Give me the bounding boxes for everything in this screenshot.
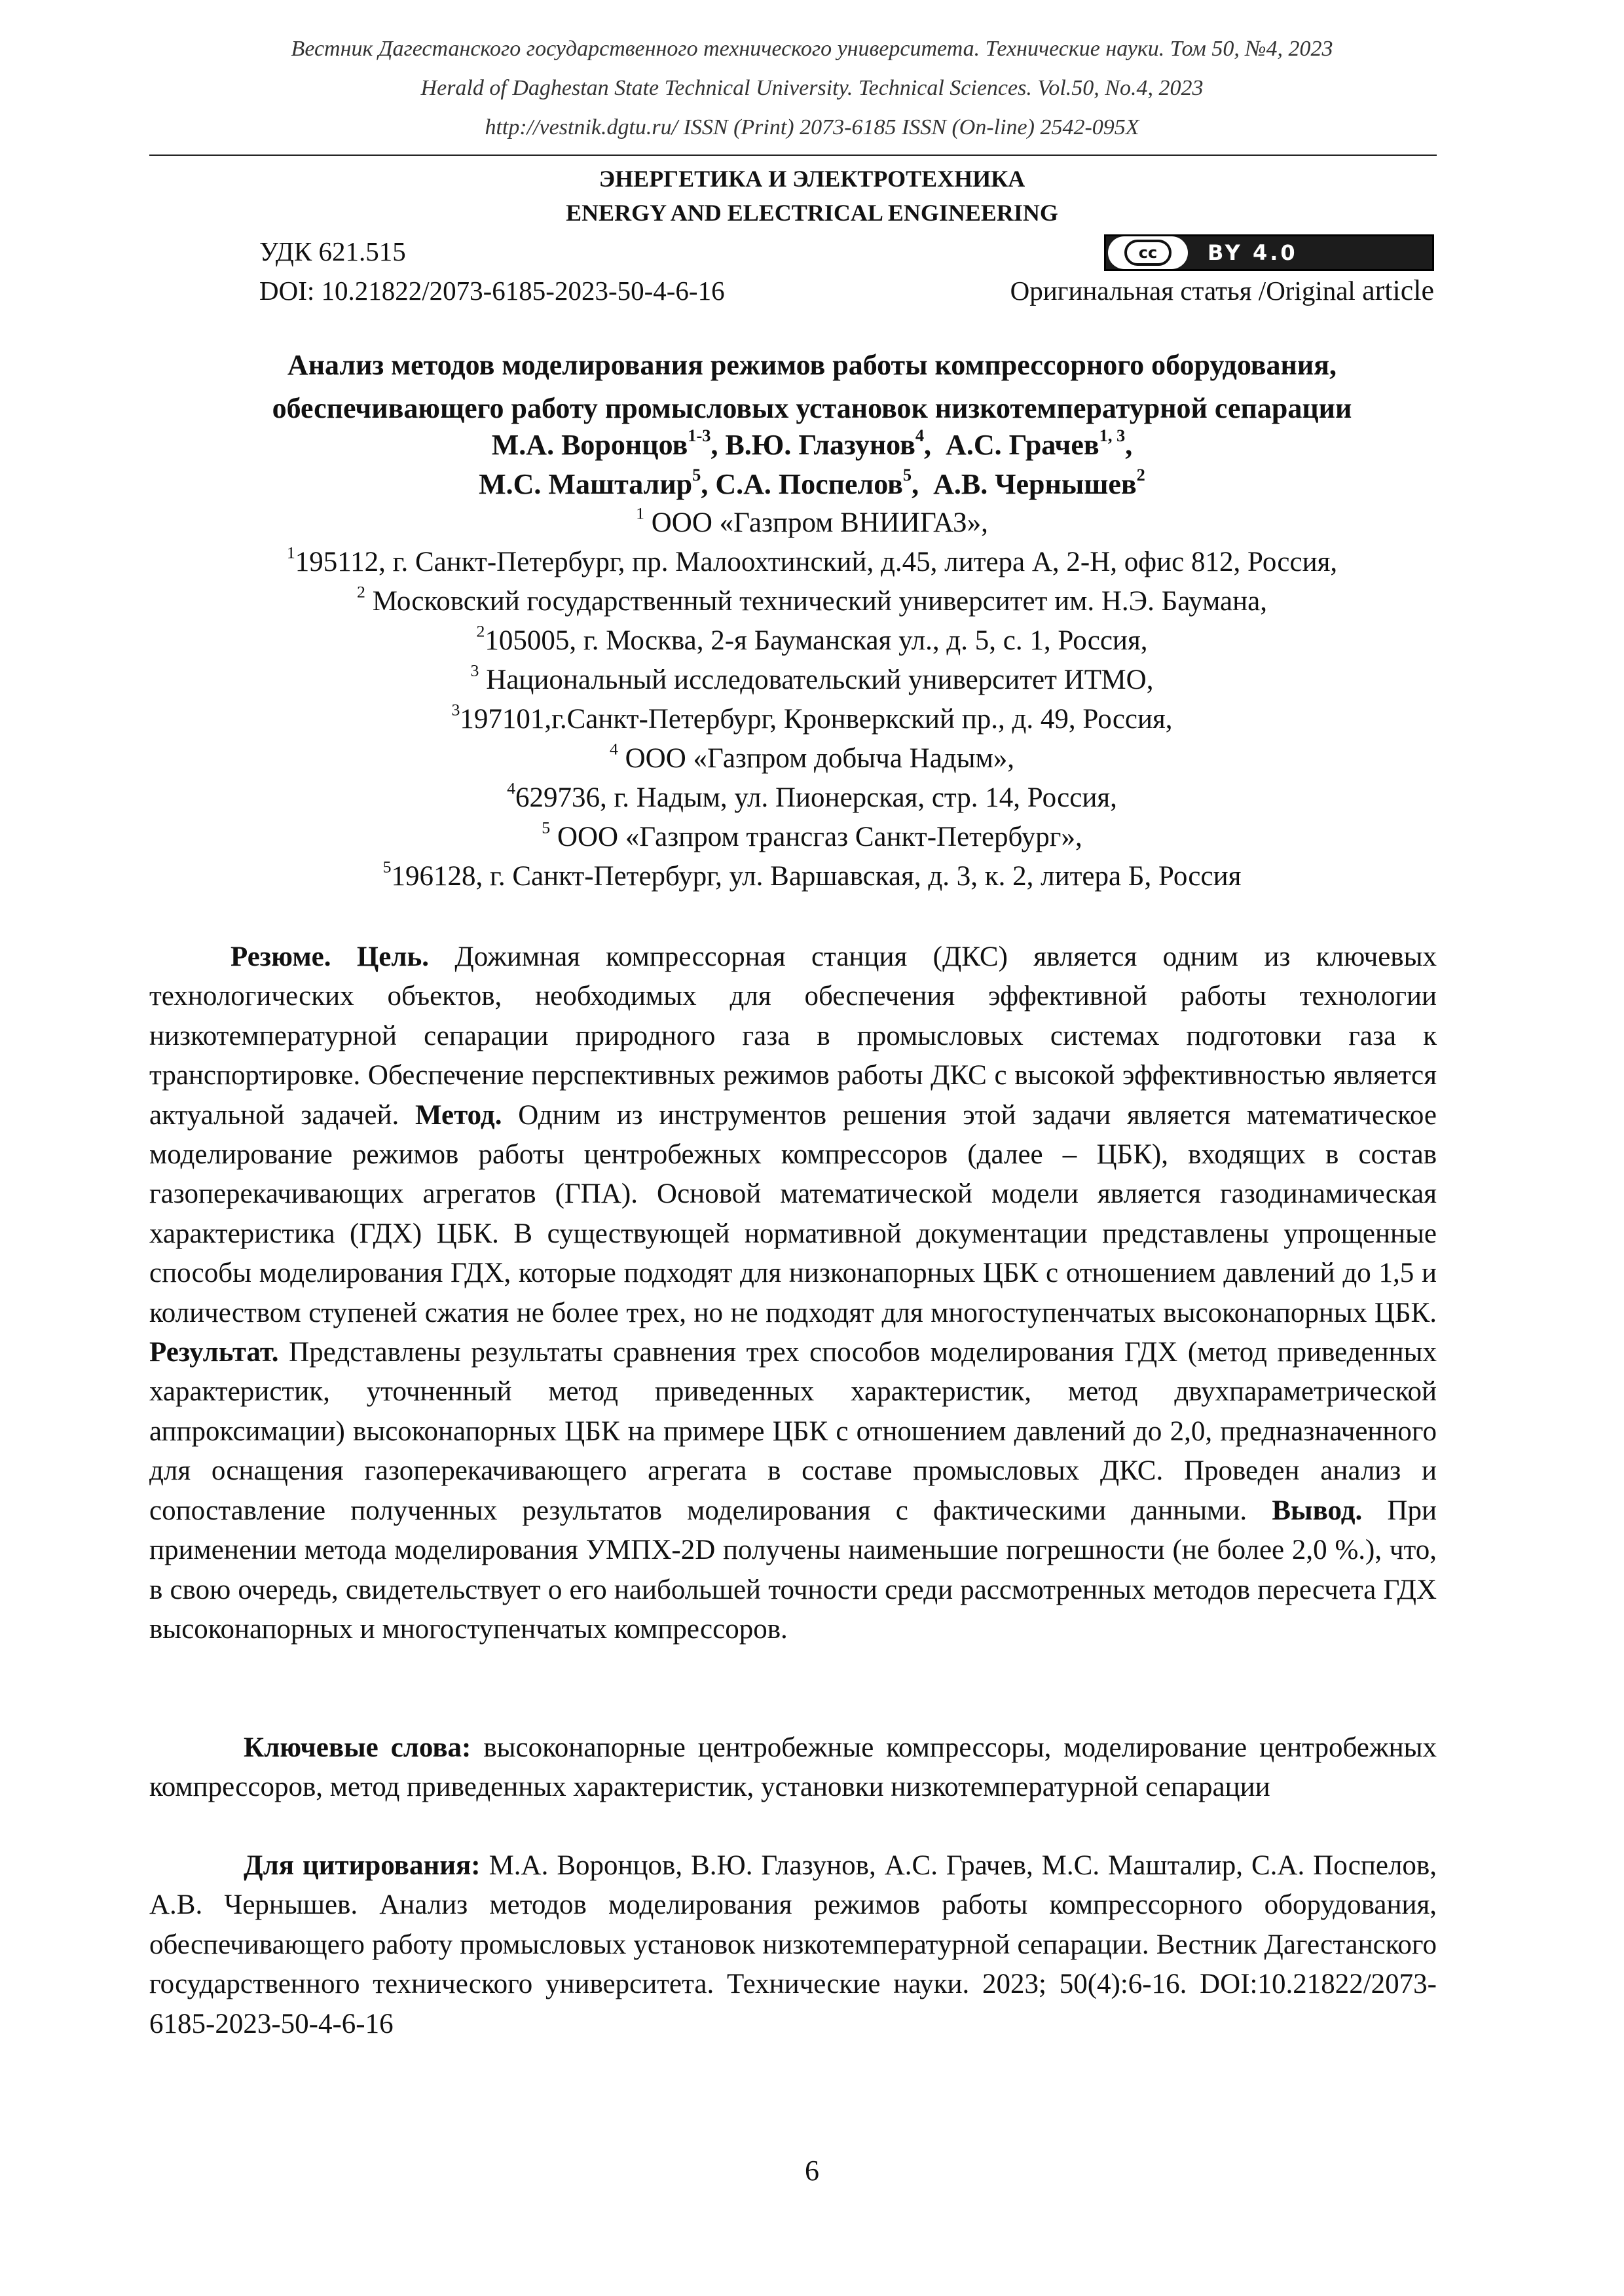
article-type-en: article xyxy=(1362,274,1434,306)
method-text: Одним из инструментов решения этой задачи является математическое моделирование режимов работы центробежных компрессоров (далее – ЦБК), входящих в состав газоперекачивающих агрегатов (ГПА). Основой математической модели является газодинамическая характеристика (ГДХ) ЦБК. В существующей нормативной документации представлены упрощенные способы моделирования ГДХ, которые подходят для низконапорных ЦБК с отношением давлений до 1,5 и количеством ступеней сжатия не более трех, но не подходят для многоступенчатых высоконапорных ЦБК. xyxy=(149,1099,1437,1328)
section-title-ru: ЭНЕРГЕТИКА И ЭЛЕКТРОТЕХНИКА xyxy=(599,166,1025,192)
header-rule xyxy=(149,155,1437,156)
affiliation-line: $^3$197101,г.Санкт-Петербург, Кронверкский пр., д. 49, Россия, xyxy=(451,700,1173,735)
issn-line: http://vestnik.dgtu.ru/ ISSN (Print) 2073-6185 ISSN (On-line) 2542-095X xyxy=(485,115,1139,139)
license-label: BY 4.0 xyxy=(1208,240,1298,265)
authors-line-2: М.С. Машталир$^5$, С.А. Поспелов$^5$, А.В. Чернышев$^2$ xyxy=(479,465,1145,500)
author-affil-sup: 5 xyxy=(692,465,701,485)
udk-code: УДК 621.515 xyxy=(259,236,406,266)
conclusion-text: При применении метода моделирования УМПХ-2D получены наименьшие погрешности (не более 2,0 %.), что, в свою очередь, свидетельствует о его наибольшей точности среди рассмотренных методов пересчета ГДХ высоконапорных и многоступенчатых компрессоров. xyxy=(149,1495,1437,1645)
goal-label: Цель. xyxy=(331,941,429,972)
result-text: Представлены результаты сравнения трех способов моделирования ГДХ (метод приведенных характеристик, уточненный метод приведенных характеристик, метод двухпараметрической аппроксимации) высоконапорных ЦБК на примере ЦБК с отношением давлений до 2,0, предназначенного для оснащения газоперекачивающего агрегата в составе промысловых ДКС. Проведен анализ и сопоставление полученных результатов моделирования с фактическими данными. xyxy=(149,1337,1437,1526)
cc-by-license-badge xyxy=(1104,234,1434,271)
affiliation-line: $^1$195112, г. Санкт-Петербург, пр. Малоохтинский, д.45, литера А, 2-Н, офис 812, Россия, xyxy=(286,543,1338,577)
abstract xyxy=(149,938,1437,1649)
affiliation-line: $^5$196128, г. Санкт-Петербург, ул. Варшавская, д. 3, к. 2, литера Б, Россия xyxy=(382,857,1242,892)
citation-text: М.А. Воронцов, В.Ю. Глазунов, А.С. Грачев, М.С. Машталир, С.А. Поспелов, А.В. Чернышев. Анализ методов моделирования режимов работы компрессорного оборудования, обеспечивающего работу промысловых установок низкотемпературной сепарации. Вестник Дагестанского государственного технического университета. Технические науки. 2023; 50(4):6-16. DOI:10.21822/2073-6185-2023-50-4-6-16 xyxy=(149,1850,1437,2039)
affiliation-line: $^3$ Национальный исследовательский университет ИТМО, xyxy=(470,661,1154,695)
page-number: 6 xyxy=(805,2155,819,2187)
goal-text: Дожимная компрессорная станция (ДКС) является одним из ключевых технологических объектов, необходимых для обеспечения эффективной работы технологии низкотемпературной сепарации природного газа в промысловых системах подготовки газа к транспортировке. Обеспечение перспективных режимов работы ДКС с высокой эффективностью является актуальной задачей. xyxy=(149,941,1437,1131)
author-affil-sup: 5 xyxy=(902,465,912,485)
affiliation-line: $^2$ Московский государственный технический университет им. Н.Э. Баумана, xyxy=(357,582,1267,617)
author-affil-sup: 1-3 xyxy=(688,426,711,446)
method-label: Метод. xyxy=(415,1099,502,1131)
authors-line-1: М.А. Воронцов$^{1-3}$, В.Ю. Глазунов$^4$, А.С. Грачев$^{1, 3}$, xyxy=(491,426,1133,461)
affiliation-line: $^5$ ООО «Газпром трансгаз Санкт-Петербург», xyxy=(542,818,1082,852)
keywords-text: высоконапорные центробежные компрессоры, моделирование центробежных компрессоров, метод приведенных характеристик, установки низкотемпературной сепарации xyxy=(149,1732,1437,1803)
abstract-label: Резюме. xyxy=(231,941,331,972)
citation xyxy=(149,1846,1437,2044)
affiliation-line: $^2$105005, г. Москва, 2-я Бауманская ул., д. 5, с. 1, Россия, xyxy=(476,621,1148,656)
doi-line: DOI: 10.21822/2073-6185-2023-50-4-6-16 xyxy=(259,276,725,306)
article-title-line-1: Анализ методов моделирования режимов работы компрессорного оборудования, xyxy=(287,349,1337,381)
result-label: Результат. xyxy=(149,1337,279,1368)
author-name: М.С. Машталир xyxy=(479,468,693,500)
journal-title-ru: Вестник Дагестанского государственного технического университета. Технические науки. Том 50, №4, 2023 xyxy=(291,37,1333,61)
affiliation-line: $^1$ ООО «Газпром ВНИИГАЗ», xyxy=(636,503,988,538)
conclusion-label: Вывод. xyxy=(1272,1495,1363,1526)
keywords-label: Ключевые слова: xyxy=(244,1732,471,1763)
author-affil-sup: 1, 3 xyxy=(1099,426,1126,446)
author-name: С.А. Поспелов xyxy=(715,468,903,500)
affiliation-line: $^4$629736, г. Надым, ул. Пионерская, стр. 14, Россия, xyxy=(507,778,1117,813)
author-name: А.В. Чернышев xyxy=(933,468,1137,500)
journal-title-en: Herald of Daghestan State Technical University. Technical Sciences. Vol.50, No.4, 2023 xyxy=(420,76,1204,100)
cc-icon: cc xyxy=(1108,236,1188,269)
author-name: А.С. Грачев xyxy=(946,429,1099,461)
affiliation-line: $^4$ ООО «Газпром добыча Надым», xyxy=(609,739,1015,774)
author-name: М.А. Воронцов xyxy=(491,429,688,461)
article-title-line-2: обеспечивающего работу промысловых установок низкотемпературной сепарации xyxy=(272,392,1352,424)
author-affil-sup: 4 xyxy=(915,426,925,446)
article-type xyxy=(1010,274,1434,307)
keywords xyxy=(149,1728,1437,1808)
article-type-ru: Оригинальная статья /Original xyxy=(1010,276,1363,306)
author-name: В.Ю. Глазунов xyxy=(725,429,915,461)
section-title-en: ENERGY AND ELECTRICAL ENGINEERING xyxy=(566,200,1058,226)
author-affil-sup: 2 xyxy=(1136,465,1145,485)
citation-label: Для цитирования: xyxy=(244,1850,481,1881)
